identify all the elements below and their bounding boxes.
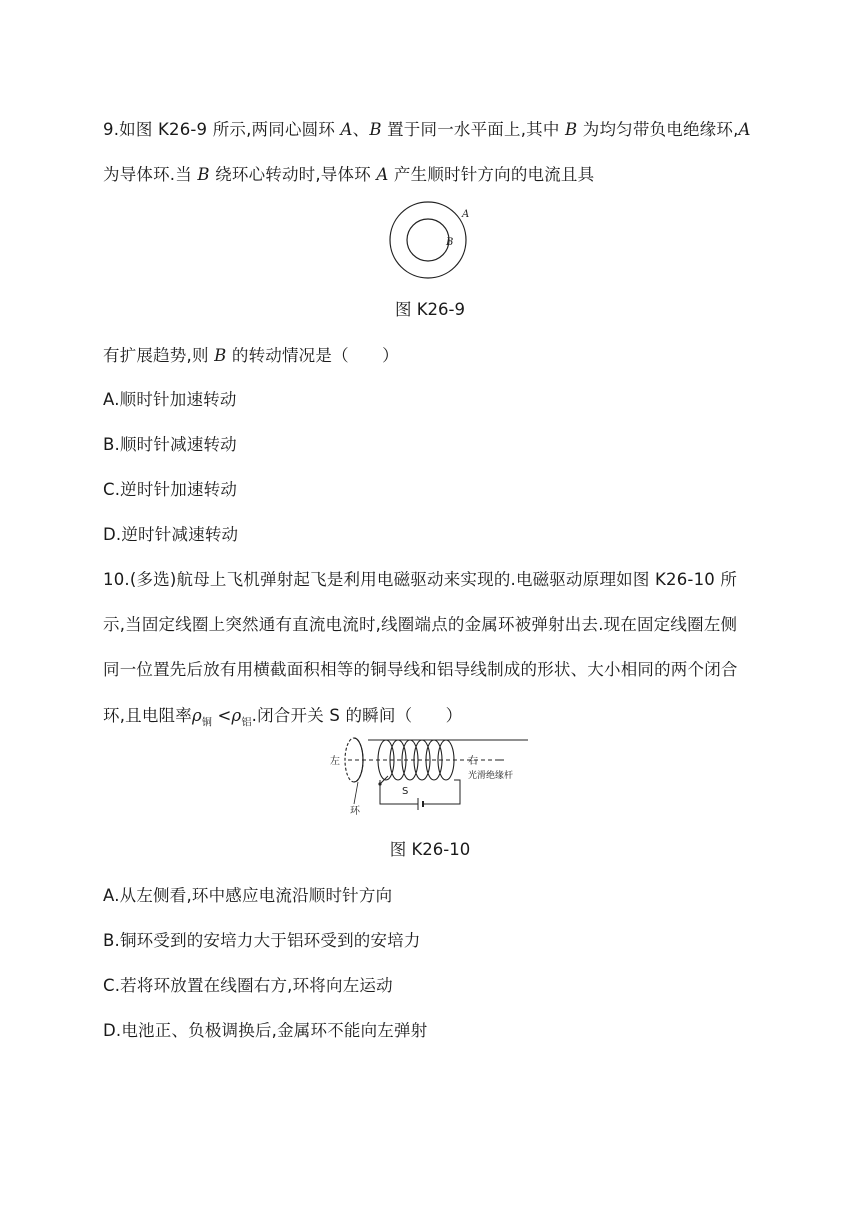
q9-line-2: 为导体环.当 B 绕环心转动时,导体环 A 产生顺时针方向的电流且具 (103, 165, 595, 184)
q10-line-1: 10.(多选)航母上飞机弹射起飞是利用电磁驱动来实现的.电磁驱动原理如图 K26-10 所 (103, 570, 738, 589)
ring-B (407, 219, 449, 261)
q9-option-d: D.逆时针减速转动 (103, 525, 239, 544)
circuit-wire-left (380, 780, 418, 804)
label-right: 右 (468, 756, 478, 767)
var-B: B (369, 120, 382, 139)
q9-option-c: C.逆时针加速转动 (103, 480, 238, 499)
rho-aluminum: ρ (231, 706, 242, 725)
ring-A-label: A (462, 209, 470, 220)
q10-line-4: 环,且电阻率$\rho_铜 <\rho_铝$.闭合开关 S 的瞬间（ ） (103, 706, 463, 729)
q9-option-a: A.顺时针加速转动 (103, 390, 237, 409)
q10-option-d: D.电池正、负极调换后,金属环不能向左弹射 (103, 1021, 428, 1040)
q9-option-b: B.顺时针减速转动 (103, 435, 237, 454)
var-A: A (738, 120, 751, 139)
q10-option-c: C.若将环放置在线圈右方,环将向左运动 (103, 976, 393, 995)
var-A: A (340, 120, 353, 139)
figure-k26-10-caption: 图 K26-10 (389, 840, 471, 859)
figure-k26-9-concentric-rings (385, 198, 485, 282)
var-B: B (565, 120, 578, 139)
q9-line-1: 9.如图 K26-9 所示,两同心圆环 A、B 置于同一水平面上,其中 B 为均匀带负电绝缘环,A (103, 120, 751, 139)
circuit-wire-right (423, 780, 460, 804)
label-switch: S (402, 786, 409, 797)
label-ring: 环 (350, 806, 360, 817)
figure-k26-9-caption: 图 K26-9 (394, 300, 465, 319)
q9-line-3: 有扩展趋势,则 B 的转动情况是（ ） (103, 346, 399, 365)
label-left: 左 (330, 756, 340, 767)
label-rod: 光滑绝缘杆 (468, 771, 514, 781)
ring-A (390, 202, 466, 278)
rho-copper: ρ (191, 706, 202, 725)
q10-option-a: A.从左侧看,环中感应电流沿顺时针方向 (103, 886, 393, 905)
figure-k26-10-coil-circuit (328, 732, 548, 820)
q10-line-3: 同一位置先后放有用横截面积相等的铜导线和铝导线制成的形状、大小相同的两个闭合 (103, 660, 738, 679)
ring-B-label: B (446, 237, 454, 248)
q10-line-2: 示,当固定线圈上突然通有直流电流时,线圈端点的金属环被弹射出去.现在固定线圈左侧 (103, 615, 738, 634)
q10-option-b: B.铜环受到的安培力大于铝环受到的安培力 (103, 931, 421, 950)
